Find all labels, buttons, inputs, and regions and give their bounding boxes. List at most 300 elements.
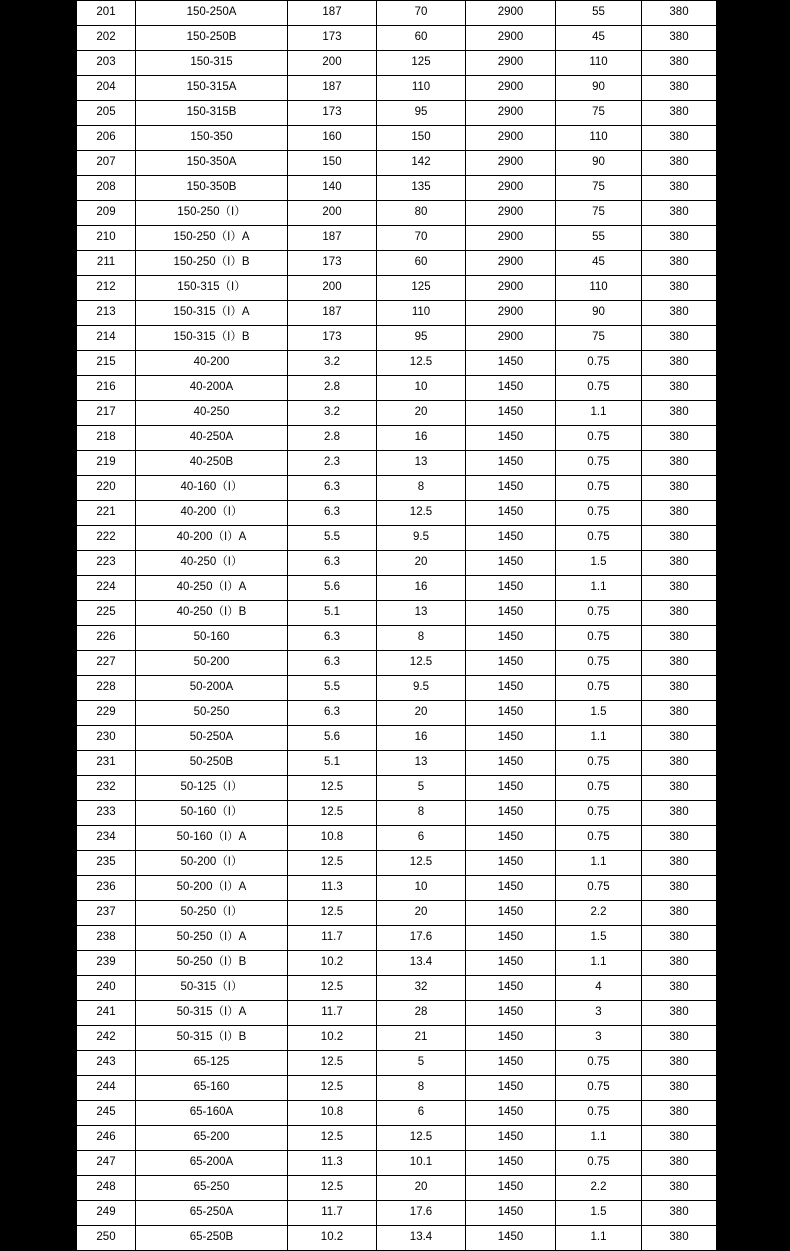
cell-power: 75: [556, 176, 642, 201]
table-row: [77, 601, 717, 626]
cell-speed: 2900: [466, 251, 556, 276]
table-row: [77, 226, 717, 251]
cell-power: 0.75: [556, 501, 642, 526]
cell-speed: 2900: [466, 26, 556, 51]
cell-power: 1.1: [556, 851, 642, 876]
cell-power: 0.75: [556, 751, 642, 776]
cell-model: 50-250A: [136, 726, 288, 751]
cell-no: 226: [77, 626, 136, 651]
cell-no: 234: [77, 826, 136, 851]
cell-flow: 5.5: [288, 676, 377, 701]
cell-flow: 12.5: [288, 901, 377, 926]
table-row: [77, 376, 717, 401]
cell-no: 249: [77, 1201, 136, 1226]
cell-head: 9.5: [377, 526, 466, 551]
cell-model: 40-250A: [136, 426, 288, 451]
cell-speed: 1450: [466, 776, 556, 801]
cell-voltage: 380: [642, 1, 717, 26]
table-row: [77, 1001, 717, 1026]
cell-speed: 1450: [466, 451, 556, 476]
cell-speed: 1450: [466, 851, 556, 876]
table-row: [77, 251, 717, 276]
cell-model: 50-200: [136, 651, 288, 676]
cell-head: 6: [377, 826, 466, 851]
cell-head: 125: [377, 276, 466, 301]
cell-power: 0.75: [556, 426, 642, 451]
cell-no: 231: [77, 751, 136, 776]
cell-voltage: 380: [642, 801, 717, 826]
cell-flow: 12.5: [288, 1176, 377, 1201]
cell-speed: 2900: [466, 151, 556, 176]
cell-no: 209: [77, 201, 136, 226]
cell-head: 28: [377, 1001, 466, 1026]
cell-model: 150-315B: [136, 101, 288, 126]
cell-voltage: 380: [642, 626, 717, 651]
cell-head: 12.5: [377, 651, 466, 676]
cell-head: 17.6: [377, 926, 466, 951]
cell-model: 150-250A: [136, 1, 288, 26]
table-row: [77, 826, 717, 851]
cell-power: 3: [556, 1001, 642, 1026]
table-row: [77, 1226, 717, 1251]
cell-voltage: 380: [642, 901, 717, 926]
cell-speed: 2900: [466, 76, 556, 101]
cell-head: 60: [377, 26, 466, 51]
cell-flow: 160: [288, 126, 377, 151]
cell-voltage: 380: [642, 851, 717, 876]
cell-power: 75: [556, 201, 642, 226]
cell-voltage: 380: [642, 76, 717, 101]
cell-power: 1.1: [556, 726, 642, 751]
cell-voltage: 380: [642, 501, 717, 526]
cell-voltage: 380: [642, 926, 717, 951]
table-row: [77, 1076, 717, 1101]
cell-speed: 1450: [466, 751, 556, 776]
cell-model: 150-315（I）A: [136, 301, 288, 326]
cell-model: 65-250A: [136, 1201, 288, 1226]
table-row: [77, 1176, 717, 1201]
cell-power: 0.75: [556, 601, 642, 626]
cell-no: 224: [77, 576, 136, 601]
cell-voltage: 380: [642, 451, 717, 476]
cell-flow: 10.8: [288, 826, 377, 851]
cell-flow: 2.8: [288, 376, 377, 401]
cell-voltage: 380: [642, 1026, 717, 1051]
cell-flow: 5.1: [288, 601, 377, 626]
cell-speed: 1450: [466, 626, 556, 651]
cell-power: 0.75: [556, 876, 642, 901]
cell-voltage: 380: [642, 576, 717, 601]
cell-model: 65-160A: [136, 1101, 288, 1126]
cell-voltage: 380: [642, 1076, 717, 1101]
cell-model: 50-160（I）: [136, 801, 288, 826]
cell-speed: 1450: [466, 401, 556, 426]
cell-no: 221: [77, 501, 136, 526]
cell-power: 45: [556, 251, 642, 276]
cell-model: 50-250（I）A: [136, 926, 288, 951]
table-row: [77, 51, 717, 76]
cell-model: 50-160（I）A: [136, 826, 288, 851]
cell-head: 13.4: [377, 951, 466, 976]
cell-power: 2.2: [556, 1176, 642, 1201]
table-row: [77, 851, 717, 876]
cell-head: 16: [377, 726, 466, 751]
cell-model: 40-250B: [136, 451, 288, 476]
cell-power: 1.1: [556, 1226, 642, 1251]
table-row: [77, 651, 717, 676]
cell-voltage: 380: [642, 176, 717, 201]
table-row: [77, 101, 717, 126]
cell-voltage: 380: [642, 326, 717, 351]
cell-no: 201: [77, 1, 136, 26]
table-row: [77, 926, 717, 951]
cell-head: 95: [377, 326, 466, 351]
cell-model: 150-315: [136, 51, 288, 76]
cell-power: 1.5: [556, 701, 642, 726]
cell-speed: 2900: [466, 301, 556, 326]
cell-head: 6: [377, 1101, 466, 1126]
cell-flow: 2.3: [288, 451, 377, 476]
cell-speed: 2900: [466, 101, 556, 126]
cell-head: 5: [377, 1051, 466, 1076]
cell-voltage: 380: [642, 676, 717, 701]
cell-flow: 10.8: [288, 1101, 377, 1126]
cell-power: 0.75: [556, 776, 642, 801]
cell-power: 90: [556, 151, 642, 176]
cell-no: 242: [77, 1026, 136, 1051]
cell-head: 13: [377, 451, 466, 476]
cell-head: 20: [377, 551, 466, 576]
cell-speed: 1450: [466, 801, 556, 826]
cell-voltage: 380: [642, 876, 717, 901]
cell-no: 233: [77, 801, 136, 826]
cell-speed: 1450: [466, 526, 556, 551]
cell-power: 0.75: [556, 626, 642, 651]
cell-no: 219: [77, 451, 136, 476]
table-row: [77, 751, 717, 776]
cell-no: 223: [77, 551, 136, 576]
cell-speed: 1450: [466, 1201, 556, 1226]
cell-no: 232: [77, 776, 136, 801]
cell-head: 110: [377, 301, 466, 326]
cell-head: 16: [377, 576, 466, 601]
cell-power: 45: [556, 26, 642, 51]
cell-speed: 1450: [466, 576, 556, 601]
cell-power: 110: [556, 276, 642, 301]
cell-flow: 5.6: [288, 726, 377, 751]
cell-speed: 1450: [466, 1176, 556, 1201]
cell-no: 240: [77, 976, 136, 1001]
cell-power: 1.1: [556, 1126, 642, 1151]
cell-no: 245: [77, 1101, 136, 1126]
cell-head: 80: [377, 201, 466, 226]
cell-flow: 12.5: [288, 1051, 377, 1076]
cell-head: 8: [377, 1076, 466, 1101]
cell-speed: 1450: [466, 601, 556, 626]
cell-head: 13.4: [377, 1226, 466, 1251]
cell-no: 225: [77, 601, 136, 626]
cell-voltage: 380: [642, 651, 717, 676]
cell-voltage: 380: [642, 1226, 717, 1251]
cell-head: 9.5: [377, 676, 466, 701]
cell-model: 150-250（I）A: [136, 226, 288, 251]
cell-no: 229: [77, 701, 136, 726]
cell-flow: 6.3: [288, 501, 377, 526]
cell-model: 65-250B: [136, 1226, 288, 1251]
cell-power: 0.75: [556, 1076, 642, 1101]
cell-head: 20: [377, 701, 466, 726]
cell-no: 227: [77, 651, 136, 676]
table-row: [77, 676, 717, 701]
cell-model: 150-350B: [136, 176, 288, 201]
cell-flow: 10.2: [288, 1226, 377, 1251]
cell-flow: 11.3: [288, 876, 377, 901]
cell-head: 8: [377, 801, 466, 826]
cell-voltage: 380: [642, 1201, 717, 1226]
cell-flow: 11.7: [288, 1001, 377, 1026]
table-row: [77, 551, 717, 576]
cell-speed: 1450: [466, 376, 556, 401]
cell-head: 16: [377, 426, 466, 451]
cell-flow: 10.2: [288, 1026, 377, 1051]
cell-head: 10: [377, 876, 466, 901]
cell-voltage: 380: [642, 551, 717, 576]
cell-voltage: 380: [642, 151, 717, 176]
cell-no: 228: [77, 676, 136, 701]
table-row: [77, 876, 717, 901]
cell-model: 50-250B: [136, 751, 288, 776]
table-row: [77, 501, 717, 526]
cell-power: 0.75: [556, 801, 642, 826]
cell-head: 17.6: [377, 1201, 466, 1226]
table-row: [77, 176, 717, 201]
cell-speed: 1450: [466, 551, 556, 576]
cell-power: 0.75: [556, 376, 642, 401]
cell-flow: 11.7: [288, 926, 377, 951]
cell-power: 1.1: [556, 401, 642, 426]
cell-model: 50-200（I）A: [136, 876, 288, 901]
cell-no: 243: [77, 1051, 136, 1076]
cell-head: 135: [377, 176, 466, 201]
cell-head: 20: [377, 1176, 466, 1201]
cell-voltage: 380: [642, 301, 717, 326]
cell-power: 0.75: [556, 651, 642, 676]
cell-no: 216: [77, 376, 136, 401]
cell-voltage: 380: [642, 1151, 717, 1176]
cell-flow: 6.3: [288, 701, 377, 726]
cell-power: 4: [556, 976, 642, 1001]
cell-flow: 187: [288, 1, 377, 26]
table-row: [77, 1126, 717, 1151]
cell-flow: 5.1: [288, 751, 377, 776]
cell-voltage: 380: [642, 376, 717, 401]
cell-power: 3: [556, 1026, 642, 1051]
cell-power: 1.5: [556, 1201, 642, 1226]
table-row: [77, 1051, 717, 1076]
table-row: [77, 626, 717, 651]
cell-power: 0.75: [556, 826, 642, 851]
table-row: [77, 526, 717, 551]
cell-no: 220: [77, 476, 136, 501]
cell-head: 13: [377, 751, 466, 776]
cell-speed: 1450: [466, 926, 556, 951]
cell-speed: 1450: [466, 701, 556, 726]
cell-no: 222: [77, 526, 136, 551]
cell-speed: 1450: [466, 1076, 556, 1101]
cell-no: 204: [77, 76, 136, 101]
table-row: [77, 801, 717, 826]
cell-flow: 173: [288, 326, 377, 351]
cell-head: 12.5: [377, 851, 466, 876]
cell-power: 0.75: [556, 451, 642, 476]
cell-power: 110: [556, 51, 642, 76]
table-row: [77, 976, 717, 1001]
cell-no: 237: [77, 901, 136, 926]
cell-flow: 3.2: [288, 401, 377, 426]
cell-power: 110: [556, 126, 642, 151]
cell-voltage: 380: [642, 776, 717, 801]
cell-voltage: 380: [642, 426, 717, 451]
table-row: [77, 1, 717, 26]
cell-speed: 1450: [466, 876, 556, 901]
cell-no: 211: [77, 251, 136, 276]
cell-head: 60: [377, 251, 466, 276]
cell-model: 65-200A: [136, 1151, 288, 1176]
cell-voltage: 380: [642, 601, 717, 626]
cell-flow: 12.5: [288, 801, 377, 826]
cell-power: 2.2: [556, 901, 642, 926]
cell-flow: 187: [288, 76, 377, 101]
cell-no: 235: [77, 851, 136, 876]
cell-speed: 1450: [466, 351, 556, 376]
cell-voltage: 380: [642, 726, 717, 751]
specification-table-body: [77, 1, 717, 1251]
cell-model: 150-350A: [136, 151, 288, 176]
cell-no: 236: [77, 876, 136, 901]
cell-speed: 2900: [466, 276, 556, 301]
cell-head: 32: [377, 976, 466, 1001]
cell-voltage: 380: [642, 26, 717, 51]
cell-voltage: 380: [642, 226, 717, 251]
cell-speed: 2900: [466, 201, 556, 226]
cell-flow: 5.5: [288, 526, 377, 551]
cell-speed: 1450: [466, 1051, 556, 1076]
cell-flow: 2.8: [288, 426, 377, 451]
cell-flow: 12.5: [288, 1126, 377, 1151]
cell-flow: 200: [288, 276, 377, 301]
table-row: [77, 351, 717, 376]
cell-voltage: 380: [642, 101, 717, 126]
cell-speed: 1450: [466, 1001, 556, 1026]
cell-flow: 173: [288, 251, 377, 276]
cell-no: 210: [77, 226, 136, 251]
cell-voltage: 380: [642, 401, 717, 426]
document-sheet: [76, 0, 716, 1251]
cell-head: 8: [377, 476, 466, 501]
cell-no: 238: [77, 926, 136, 951]
cell-head: 95: [377, 101, 466, 126]
table-row: [77, 726, 717, 751]
cell-flow: 12.5: [288, 851, 377, 876]
cell-power: 0.75: [556, 1151, 642, 1176]
cell-model: 65-160: [136, 1076, 288, 1101]
cell-flow: 6.3: [288, 476, 377, 501]
cell-model: 40-250: [136, 401, 288, 426]
table-row: [77, 476, 717, 501]
cell-no: 244: [77, 1076, 136, 1101]
cell-head: 10: [377, 376, 466, 401]
cell-model: 65-200: [136, 1126, 288, 1151]
table-row: [77, 1101, 717, 1126]
cell-head: 20: [377, 401, 466, 426]
cell-voltage: 380: [642, 526, 717, 551]
cell-flow: 200: [288, 51, 377, 76]
cell-voltage: 380: [642, 351, 717, 376]
cell-power: 75: [556, 326, 642, 351]
cell-speed: 2900: [466, 326, 556, 351]
cell-speed: 1450: [466, 726, 556, 751]
cell-voltage: 380: [642, 1176, 717, 1201]
cell-flow: 6.3: [288, 651, 377, 676]
cell-flow: 12.5: [288, 976, 377, 1001]
cell-flow: 5.6: [288, 576, 377, 601]
cell-speed: 2900: [466, 51, 556, 76]
table-row: [77, 126, 717, 151]
cell-power: 0.75: [556, 676, 642, 701]
cell-voltage: 380: [642, 476, 717, 501]
cell-voltage: 380: [642, 276, 717, 301]
cell-no: 246: [77, 1126, 136, 1151]
cell-speed: 1450: [466, 501, 556, 526]
table-row: [77, 26, 717, 51]
cell-speed: 1450: [466, 1226, 556, 1251]
cell-flow: 11.3: [288, 1151, 377, 1176]
cell-model: 50-315（I）: [136, 976, 288, 1001]
table-row: [77, 701, 717, 726]
cell-voltage: 380: [642, 1126, 717, 1151]
cell-no: 247: [77, 1151, 136, 1176]
cell-model: 150-250（I）: [136, 201, 288, 226]
cell-head: 21: [377, 1026, 466, 1051]
cell-voltage: 380: [642, 826, 717, 851]
table-row: [77, 901, 717, 926]
cell-power: 1.1: [556, 576, 642, 601]
table-row: [77, 451, 717, 476]
cell-voltage: 380: [642, 1001, 717, 1026]
cell-model: 65-125: [136, 1051, 288, 1076]
cell-head: 150: [377, 126, 466, 151]
cell-power: 0.75: [556, 1051, 642, 1076]
table-row: [77, 776, 717, 801]
cell-head: 12.5: [377, 1126, 466, 1151]
cell-speed: 2900: [466, 176, 556, 201]
cell-power: 90: [556, 76, 642, 101]
cell-model: 150-315（I）B: [136, 326, 288, 351]
cell-speed: 1450: [466, 476, 556, 501]
cell-speed: 1450: [466, 1151, 556, 1176]
cell-no: 206: [77, 126, 136, 151]
cell-head: 12.5: [377, 501, 466, 526]
specification-table: [76, 0, 717, 1251]
cell-head: 110: [377, 76, 466, 101]
cell-head: 70: [377, 226, 466, 251]
cell-no: 241: [77, 1001, 136, 1026]
cell-voltage: 380: [642, 251, 717, 276]
cell-flow: 12.5: [288, 1076, 377, 1101]
cell-flow: 10.2: [288, 951, 377, 976]
cell-speed: 1450: [466, 676, 556, 701]
cell-head: 20: [377, 901, 466, 926]
